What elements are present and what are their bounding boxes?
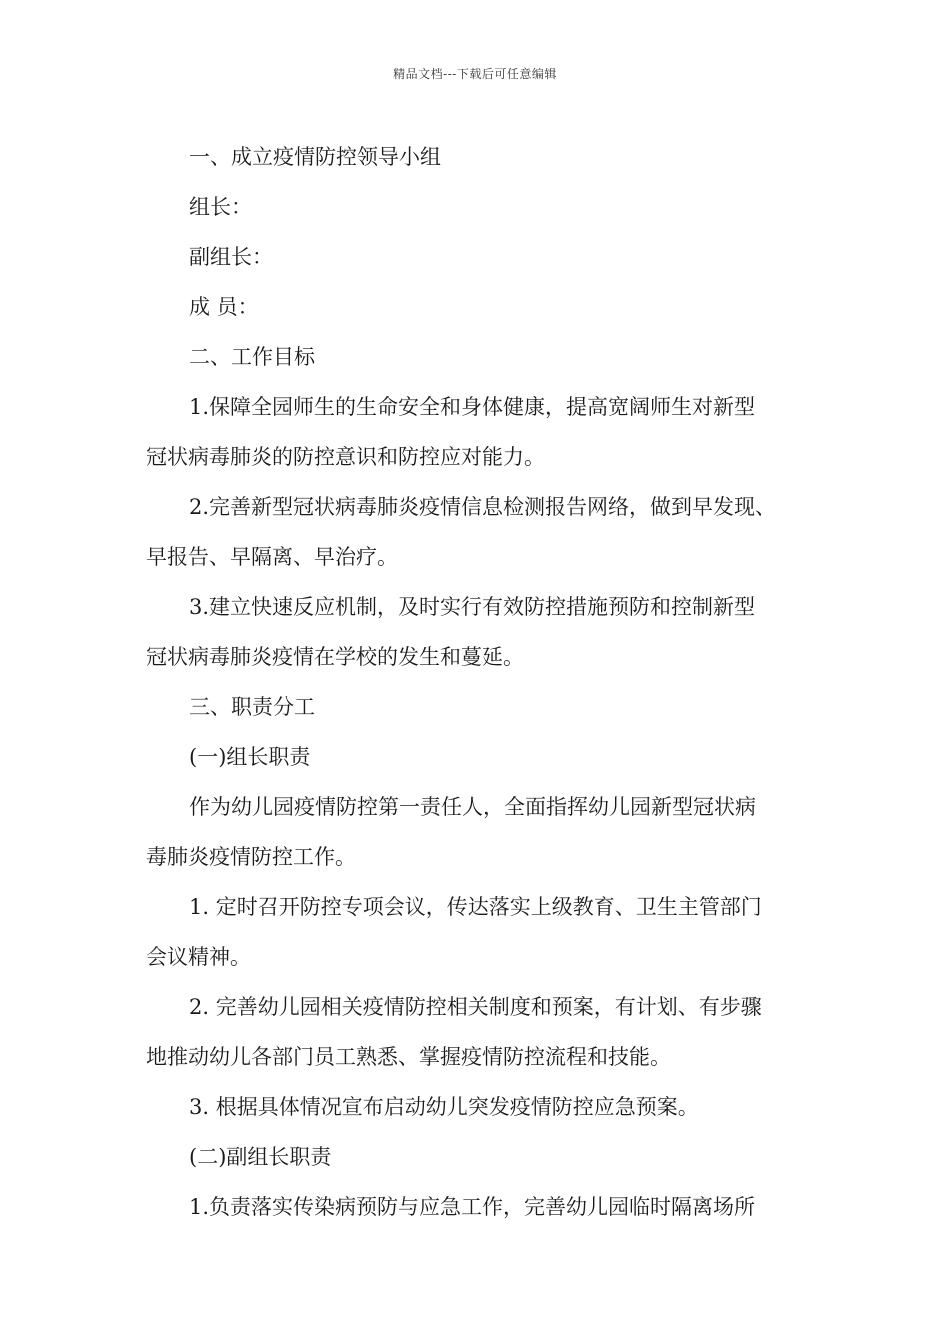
doc-line: 1. 定时召开防控专项会议，传达落实上级教育、卫生主管部门 bbox=[189, 895, 762, 919]
doc-line: 组长： bbox=[189, 195, 252, 219]
doc-line: 早报告、早隔离、早治疗。 bbox=[146, 545, 398, 569]
doc-line: 作为幼儿园疫情防控第一责任人，全面指挥幼儿园新型冠状病 bbox=[189, 795, 756, 819]
doc-line: 会议精神。 bbox=[146, 945, 251, 969]
doc-line: (二)副组长职责 bbox=[189, 1145, 332, 1169]
doc-line: 三、职责分工 bbox=[189, 695, 315, 719]
doc-line: 一、成立疫情防控领导小组 bbox=[189, 145, 441, 169]
doc-line: 3.建立快速反应机制，及时实行有效防控措施预防和控制新型 bbox=[189, 595, 756, 619]
doc-line: 2.完善新型冠状病毒肺炎疫情信息检测报告网络，做到早发现、 bbox=[189, 495, 777, 519]
doc-line: 2. 完善幼儿园相关疫情防控相关制度和预案，有计划、有步骤 bbox=[189, 995, 762, 1019]
doc-line: 1.保障全园师生的生命安全和身体健康，提高宽阔师生对新型 bbox=[189, 395, 756, 419]
doc-line: 成 员： bbox=[189, 295, 259, 319]
doc-line: 3. 根据具体情况宣布启动幼儿突发疫情防控应急预案。 bbox=[189, 1095, 699, 1119]
doc-line: 1.负责落实传染病预防与应急工作，完善幼儿园临时隔离场所 bbox=[189, 1195, 756, 1219]
page-header: 精品文档---下载后可任意编辑 bbox=[393, 67, 557, 81]
doc-line: 冠状病毒肺炎疫情在学校的发生和蔓延。 bbox=[146, 645, 524, 669]
document-body bbox=[146, 132, 832, 1232]
doc-line: 副组长： bbox=[189, 245, 273, 269]
doc-line: 二、工作目标 bbox=[189, 345, 315, 369]
doc-line: (一)组长职责 bbox=[189, 745, 311, 769]
doc-line: 地推动幼儿各部门员工熟悉、掌握疫情防控流程和技能。 bbox=[146, 1045, 671, 1069]
doc-line: 毒肺炎疫情防控工作。 bbox=[146, 845, 356, 869]
doc-line: 冠状病毒肺炎的防控意识和防控应对能力。 bbox=[146, 445, 545, 469]
